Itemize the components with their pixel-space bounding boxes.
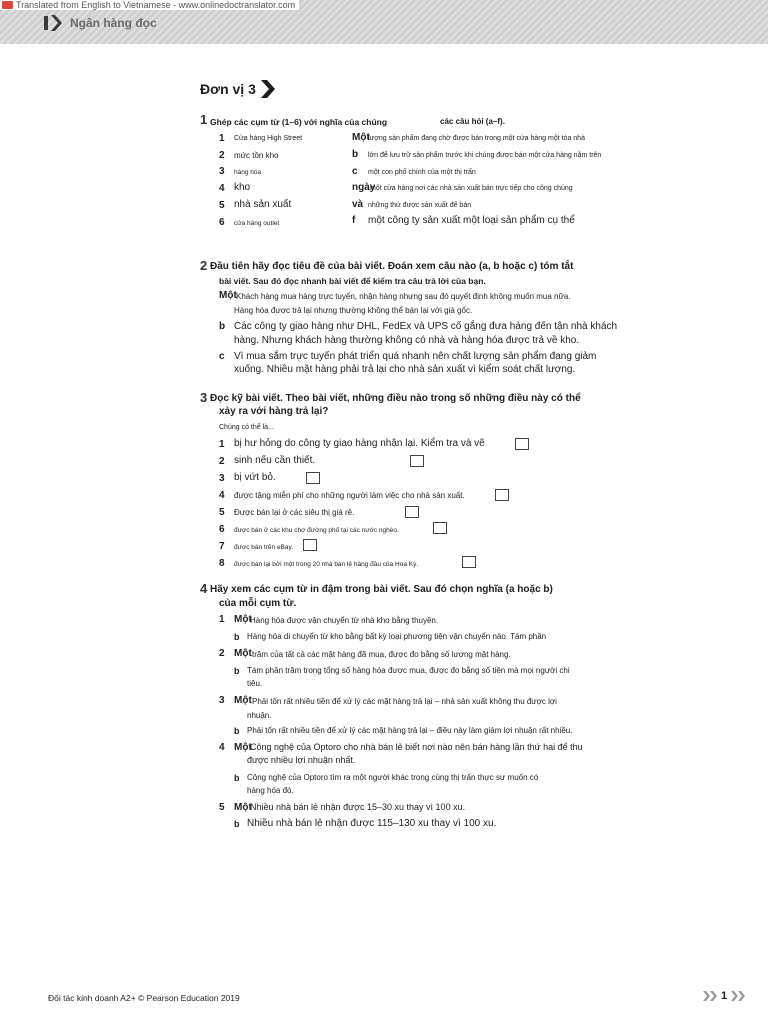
translation-banner[interactable] [0,0,299,10]
option-text: Khách hàng mua hàng trực tuyến, nhận hàng nhưng sau đó quyết định không muốn mua nữa. [236,292,571,301]
option-text: tiêu. [247,679,263,688]
option-text: được nhiều lợi nhuận nhất. [247,755,356,765]
option-letter: c [219,351,225,362]
answer-checkbox[interactable] [306,472,320,484]
chevron-right-icon [260,80,276,98]
list-item: hàng hóa [234,169,262,176]
item-number: 8 [219,558,225,569]
question-number: 2 [200,258,208,273]
list-item: những thứ được sản xuất để bán [368,202,472,209]
answer-checkbox[interactable] [433,522,447,534]
option-text: Phải tốn rất nhiều tiền để xử lý các mặt hàng trả lại – nhà sản xuất không thu được lợi [252,697,557,706]
option-text: trăm của tất cả các mặt hàng đã mua, được đo bằng số lượng mặt hàng. [252,650,511,659]
item-number: 6 [219,524,225,535]
list-item: được bán ở các khu chợ đường phố tại các nước nghèo. [234,527,399,534]
list-item: sinh nếu cần thiết. [234,455,316,466]
option-text: hàng. Nhưng khách hàng thường không có nhà và hàng hóa được trả về kho. [234,335,580,346]
list-item: Cửa hàng High Street [234,135,303,142]
chevron-right-icon [44,14,64,32]
item-number: 6 [219,217,225,228]
option-letter: b [219,321,226,332]
option-text: Nhiều nhà bán lẻ nhận được 15–30 xu thay vì 100 xu. [250,802,466,812]
option-letter: Một [234,614,252,625]
translation-banner-text: Translated from English to Vietnamese - www.onlinedoctranslator.com [16,0,296,10]
option-letter: b [234,819,240,829]
item-letter: và [352,199,364,210]
option-text: Phải tốn rất nhiều tiền để xử lý các mặt hàng trả lại – điều này làm giảm lợi nhuận rất nhiều. [247,726,573,735]
option-letter: Một [234,695,252,706]
list-item: được bán trên eBay. [234,544,294,551]
option-text: Vì mua sắm trực tuyến phát triển quá nhanh nên chất lượng sản phẩm đang giảm [234,351,597,362]
list-item: bị hư hỏng do công ty giao hàng nhận lại. Kiểm tra và vẽ [234,438,485,449]
option-letter: Một [234,648,252,659]
translate-icon [2,1,13,9]
option-text: hàng hóa đó. [247,786,294,795]
question-instruction: xảy ra với hàng trả lại? [219,406,329,417]
option-letter: b [234,666,240,676]
option-text: Công nghệ của Optoro cho nhà bán lẻ biết nơi nào nên bán hàng lần thứ hai để thu [250,742,583,752]
footer-copyright: Đối tác kinh doanh A2+ © Pearson Education 2019 [48,993,240,1003]
list-item: một con phố chính của một thị trấn [368,169,476,176]
answer-checkbox[interactable] [303,539,317,551]
option-text: Hàng hóa di chuyển từ kho bằng bất kỳ loại phương tiện vận chuyển nào. Tám phần [247,632,547,641]
double-chevron-icon [731,991,745,1001]
option-letter: b [234,726,240,736]
option-text: Hàng hóa được trả lại nhưng thường không thể bán lại với giá gốc. [234,306,473,315]
list-item: Được bán lại ở các siêu thị giá rẻ. [234,508,355,517]
item-letter: b [352,149,359,160]
list-item: được tặng miễn phí cho những người làm việc cho nhà sản xuất. [234,491,465,500]
list-item: mức tồn kho [234,151,279,160]
option-text: Các công ty giao hàng như DHL, FedEx và UPS cố gắng đưa hàng đến tận nhà khách [234,321,618,332]
question-intro: Chúng có thể là... [219,424,274,431]
item-number: 1 [219,614,225,625]
item-number: 2 [219,456,225,467]
item-number: 4 [219,183,225,194]
double-chevron-icon [703,991,717,1001]
item-letter: Một [352,132,370,143]
option-letter: b [234,773,240,783]
item-number: 4 [219,742,225,753]
question-number: 3 [200,390,208,405]
list-item: nhà sản xuất [234,199,292,210]
option-letter: Một [234,802,252,813]
option-text: Hàng hóa được vận chuyển từ nhà kho bằng thuyền. [250,616,439,625]
option-text: Công nghệ của Optoro tìm ra một người khác trong cùng thị trấn thực sự muốn có [247,773,539,782]
answer-checkbox[interactable] [515,438,529,450]
section-title: Ngân hàng đọc [70,16,157,30]
answer-checkbox[interactable] [410,455,424,467]
list-item: bị vứt bỏ. [234,472,276,483]
item-number: 5 [219,507,225,518]
option-letter: Một [234,742,252,753]
item-number: 3 [219,166,225,177]
option-letter: b [234,632,240,642]
question-instruction: bài viết. Sau đó đọc nhanh bài viết để kiểm tra câu trả lời của bạn. [219,276,486,286]
answer-checkbox[interactable] [462,556,476,568]
page-nav [703,990,745,1002]
list-item: lượng sản phẩm đang chờ được bán trong một cửa hàng một tòa nhà [368,135,585,142]
question-instruction: Hãy xem các cụm từ in đậm trong bài viết. Sau đó chọn nghĩa (a hoặc b) [210,584,553,595]
question-instruction: Đọc kỹ bài viết. Theo bài viết, những điều nào trong số những điều này có thể [210,393,581,404]
page-number: 1 [721,990,728,1002]
item-number: 4 [219,490,225,501]
question-number: 4 [200,581,208,596]
item-number: 1 [219,133,225,144]
unit-title-text: Đơn vị 3 [200,81,256,97]
list-item: lớn để lưu trữ sản phẩm trước khi chúng được bán một cửa hàng nằm trên [368,152,602,159]
item-number: 7 [219,541,225,552]
item-number: 5 [219,200,225,211]
question-instruction: Đầu tiên hãy đọc tiêu đề của bài viết. Đoán xem câu nào (a, b hoặc c) tóm tắt [210,261,574,272]
option-letter: Một [219,290,237,301]
item-number: 5 [219,802,225,813]
answer-checkbox[interactable] [495,489,509,501]
unit-title [200,80,276,98]
question-number: 1 [200,112,208,127]
option-text: Nhiều nhà bán lẻ nhận được 115–130 xu thay vì 100 xu. [247,818,497,829]
item-number: 2 [219,150,225,161]
item-letter: ngày [352,182,376,193]
list-item: được bán lại bởi một trong 20 nhà bán lẻ hàng đầu của Hoa Kỳ. [234,561,419,568]
item-number: 3 [219,473,225,484]
question-instruction: Ghép các cụm từ (1–6) với nghĩa của chúng [210,117,388,127]
item-number: 3 [219,695,225,706]
question-instruction: các câu hỏi (a–f). [440,117,505,126]
item-number: 2 [219,648,225,659]
question-instruction: của mỗi cụm từ. [219,598,297,609]
item-number: 1 [219,439,225,450]
list-item: kho [234,182,251,193]
item-letter: c [352,166,358,177]
option-text: nhuận. [247,711,272,720]
option-text: Tám phần trăm trong tổng số hàng hóa được mua, được đo bằng số tiền mà mọi người chi [247,666,570,675]
answer-checkbox[interactable] [405,506,419,518]
list-item: một công ty sản xuất một loại sản phẩm cụ thể [368,215,575,226]
item-letter: f [352,215,356,226]
list-item: cửa hàng outlet [234,220,280,227]
list-item: một cửa hàng nơi các nhà sản xuất bán trực tiếp cho công chúng [370,185,573,192]
option-text: xuống. Nhiều mặt hàng phải trả lại cho nhà sản xuất vì kiểm soát chất lượng. [234,364,576,375]
